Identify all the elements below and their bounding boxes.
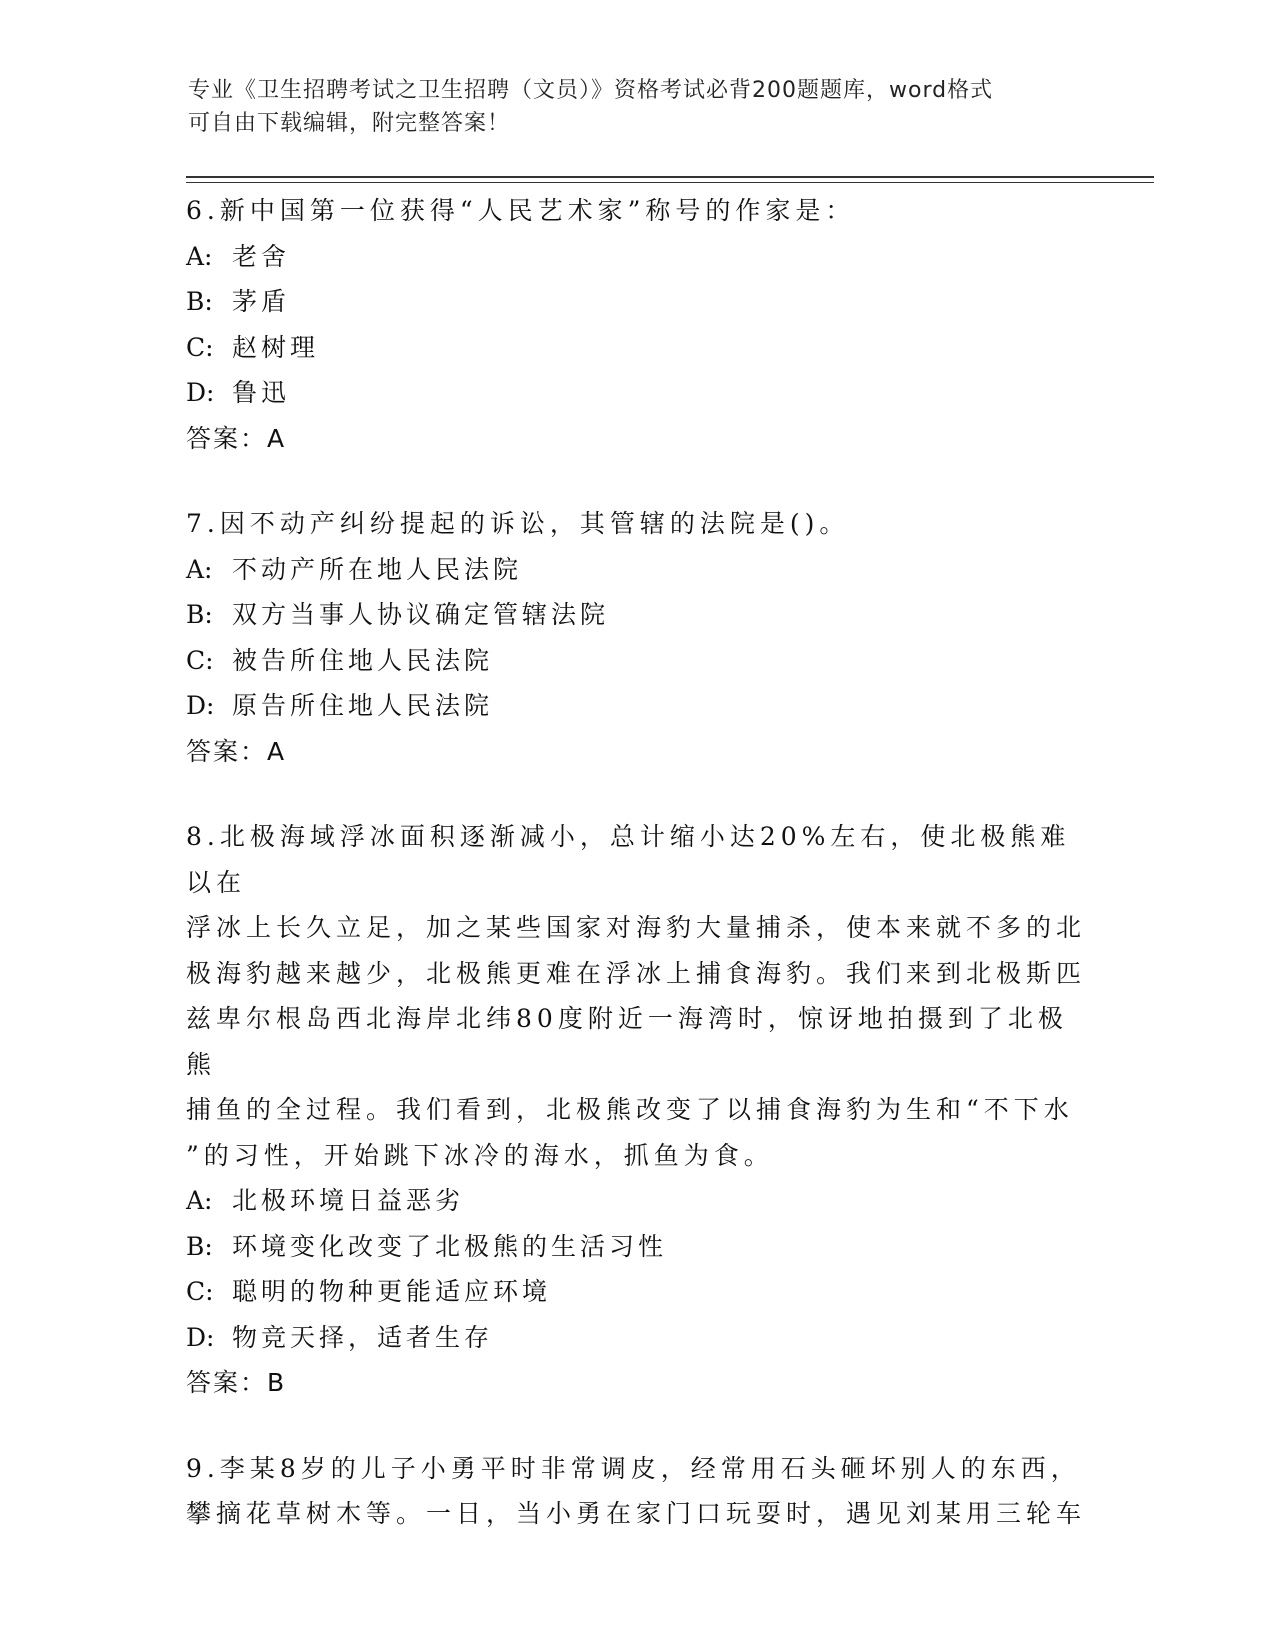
option-key: D:	[186, 378, 215, 407]
option-key: A:	[186, 1186, 213, 1215]
question-spacer	[186, 461, 1086, 501]
option-key: D:	[186, 1322, 215, 1352]
header-divider-thick	[186, 176, 1154, 178]
question-6	[186, 188, 1086, 461]
option-key: C:	[186, 1277, 214, 1306]
option-key: C:	[186, 645, 214, 675]
option-key: B:	[186, 1231, 213, 1261]
option-key: B:	[186, 600, 213, 629]
question-9	[186, 1446, 1086, 1537]
option-b	[186, 279, 1086, 325]
question-list	[186, 188, 1086, 1537]
header-line-1: 专业《卫生招聘考试之卫生招聘（文员）》资格考试必背200题题库，word格式	[188, 78, 994, 103]
option-text: 环境变化改变了北极熊的生活习性	[232, 1231, 668, 1261]
question-stem-line: 捕鱼的全过程。我们看到，北极熊改变了以捕食海豹为生和“不下水	[186, 1095, 1074, 1124]
answer-line: 答案：B	[186, 1368, 287, 1397]
question-stem-line: 兹卑尔根岛西北海岸北纬80度附近一海湾时，惊讶地拍摄到了北极熊	[186, 1004, 1068, 1079]
question-stem-line: ”的习性，开始跳下冰冷的海水，抓鱼为食。	[186, 1140, 774, 1170]
option-c	[186, 638, 1086, 684]
document-header	[188, 74, 1088, 140]
option-key: B:	[186, 287, 213, 316]
option-text: 北极环境日益恶劣	[232, 1186, 465, 1215]
option-a	[186, 1178, 1086, 1224]
question-stem-line: 9.李某8岁的儿子小勇平时非常调皮，经常用石头砸坏别人的东西，	[186, 1453, 1081, 1483]
question-stem-line: 8.北极海域浮冰面积逐渐减小，总计缩小达20%左右，使北极熊难以在	[186, 822, 1071, 897]
option-c	[186, 325, 1086, 371]
option-text: 双方当事人协议确定管辖法院	[232, 600, 610, 629]
question-stem: 6.新中国第一位获得“人民艺术家”称号的作家是：	[186, 196, 856, 225]
option-text: 原告所住地人民法院	[232, 691, 494, 720]
option-text: 聪明的物种更能适应环境	[232, 1277, 552, 1306]
option-key: C:	[186, 332, 214, 362]
question-spacer	[186, 774, 1086, 814]
option-text: 茅盾	[232, 287, 291, 316]
option-a	[186, 234, 1086, 280]
option-text: 物竞天择，适者生存	[232, 1322, 494, 1352]
option-text: 不动产所在地人民法院	[232, 554, 523, 584]
option-c	[186, 1269, 1086, 1315]
question-stem-line: 极海豹越来越少，北极熊更难在浮冰上捕食海豹。我们来到北极斯匹	[186, 958, 1087, 988]
answer-line: 答案：A	[186, 423, 287, 453]
option-text: 老舍	[232, 241, 291, 271]
option-d	[186, 370, 1086, 416]
option-b	[186, 592, 1086, 638]
option-text: 鲁迅	[232, 378, 291, 407]
answer-line: 答案：A	[186, 736, 287, 766]
option-key: D:	[186, 691, 215, 720]
option-d	[186, 1315, 1086, 1361]
question-stem-line: 浮冰上长久立足，加之某些国家对海豹大量捕杀，使本来就不多的北	[186, 913, 1087, 942]
option-d	[186, 683, 1086, 729]
question-spacer	[186, 1406, 1086, 1446]
question-stem-line: 攀摘花草树木等。一日，当小勇在家门口玩耍时，遇见刘某用三轮车	[186, 1499, 1087, 1528]
question-stem: 7.因不动产纠纷提起的诉讼，其管辖的法院是()。	[186, 509, 850, 538]
option-b	[186, 1224, 1086, 1270]
option-key: A:	[186, 241, 213, 271]
header-line-2: 可自由下载编辑，附完整答案！	[188, 111, 511, 136]
option-a	[186, 547, 1086, 593]
header-divider-thin	[186, 182, 1154, 183]
option-text: 被告所住地人民法院	[232, 645, 494, 675]
question-8	[186, 814, 1086, 1406]
option-text: 赵树理	[232, 332, 320, 362]
question-7	[186, 501, 1086, 774]
option-key: A:	[186, 554, 213, 584]
